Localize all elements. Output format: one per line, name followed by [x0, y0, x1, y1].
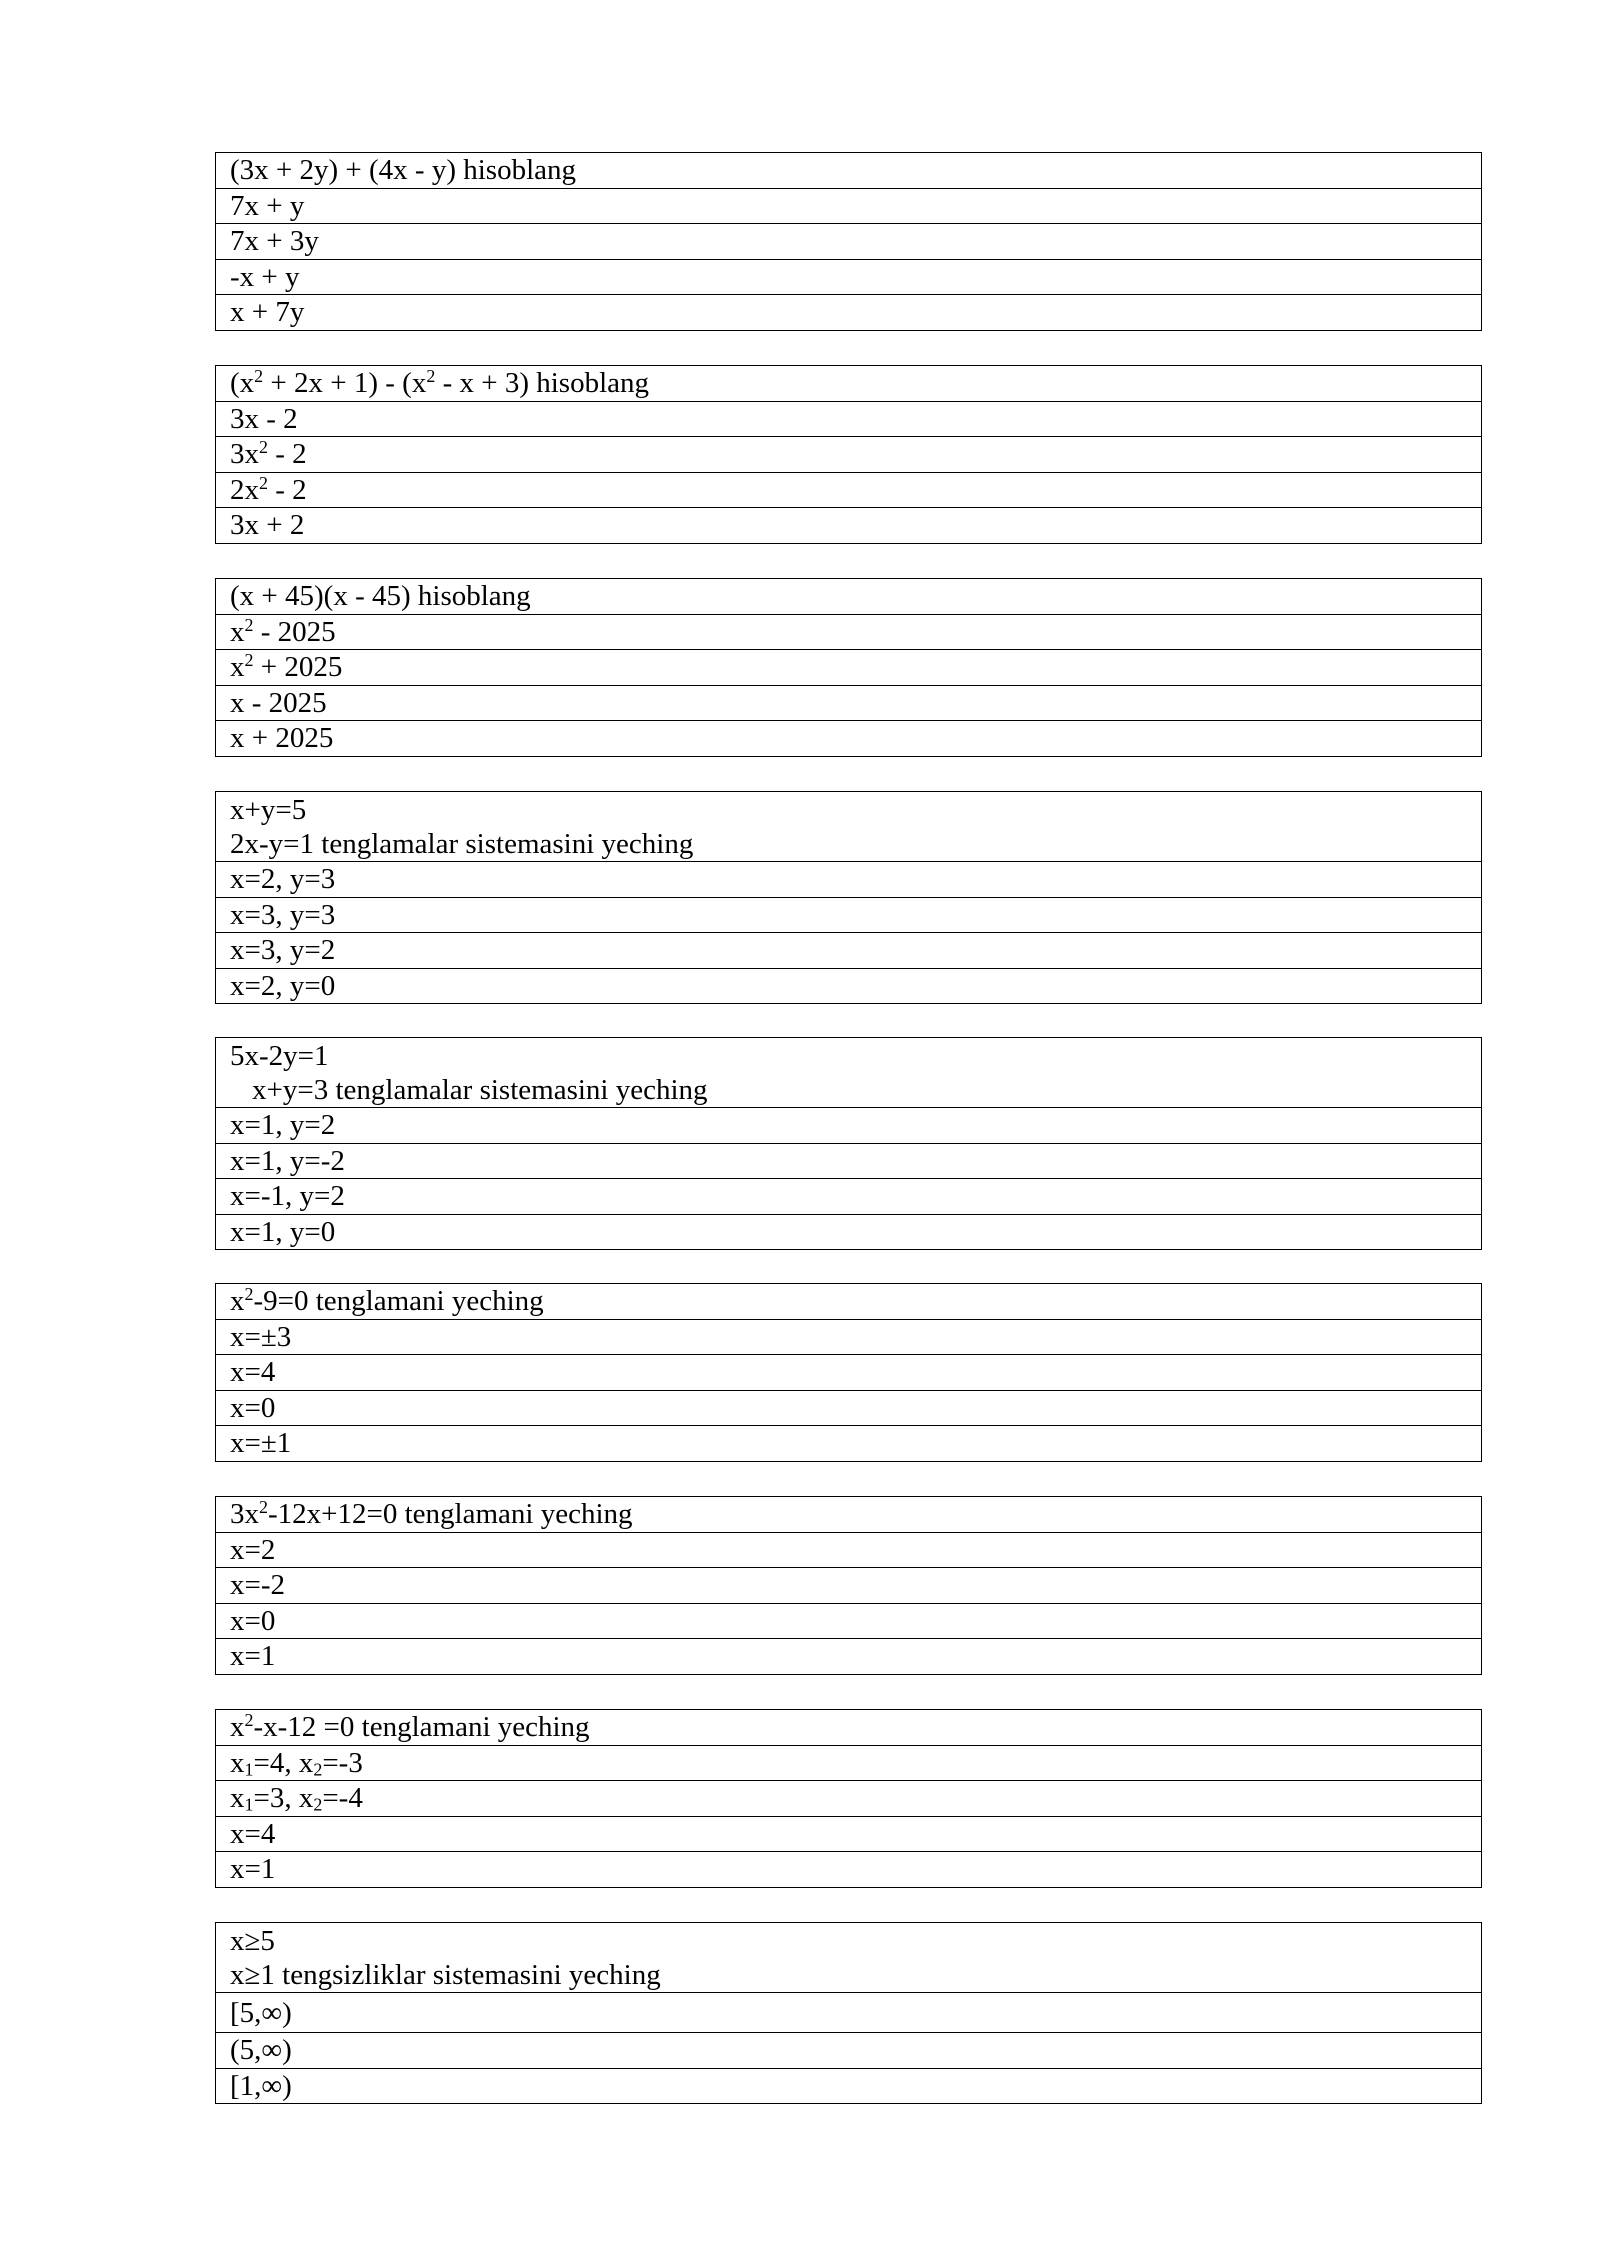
question-stem: $3x^2-12x+12=0$ tenglamani yeching	[216, 1497, 1482, 1533]
answer-option: x - 2025	[216, 685, 1482, 721]
question-table	[215, 1709, 1482, 1888]
answer-option: [5,∞)	[216, 1993, 1482, 2033]
question-table	[215, 791, 1482, 1004]
question-table	[215, 1037, 1482, 1250]
answer-option: $x_1=3$, $x_2=-4$	[216, 1781, 1482, 1817]
question-stem	[216, 1038, 1482, 1108]
answer-option: $x_1=4$, $x_2=-3$	[216, 1745, 1482, 1781]
answer-option: $x^2 + 2025$	[216, 650, 1482, 686]
answer-option: x=4	[216, 1355, 1482, 1391]
answer-option: x=2, y=3	[216, 862, 1482, 898]
stem-line: x+y=5	[230, 794, 307, 826]
stem-line: x+y=3 tenglamalar sistemasini yeching	[252, 1074, 708, 1106]
answer-option: 3x - 2	[216, 401, 1482, 437]
answer-option: 3x + 2	[216, 508, 1482, 544]
answer-option: x + 2025	[216, 721, 1482, 757]
question-stem: $(x^2 + 2x + 1) - (x^2 - x + 3)$ hisoblang	[216, 366, 1482, 402]
stem-line: x≥1 tengsizliklar sistemasini yeching	[230, 1959, 661, 1991]
answer-option: $x^2 - 2025$	[216, 614, 1482, 650]
answer-option: x=±1	[216, 1426, 1482, 1462]
answer-option: x=3, y=3	[216, 897, 1482, 933]
question-stem: (3x + 2y) + (4x - y) hisoblang	[216, 153, 1482, 189]
stem-line: x≥5	[230, 1925, 275, 1957]
answer-option: $3x^2 - 2$	[216, 437, 1482, 473]
answer-option: x=0	[216, 1603, 1482, 1639]
question-stem	[216, 1923, 1482, 1993]
question-table	[215, 1922, 1482, 2104]
answer-option: -x + y	[216, 259, 1482, 295]
answer-option: x=1	[216, 1639, 1482, 1675]
answer-option: x=-1, y=2	[216, 1179, 1482, 1215]
answer-option: $2x^2 - 2$	[216, 472, 1482, 508]
question-table	[215, 578, 1482, 757]
answer-option: [1,∞)	[216, 2068, 1482, 2104]
question-stem: (x + 45)(x - 45) hisoblang	[216, 579, 1482, 615]
question-table	[215, 1283, 1482, 1462]
answer-option: x=0	[216, 1390, 1482, 1426]
answer-option: x=1	[216, 1852, 1482, 1888]
question-table	[215, 1496, 1482, 1675]
question-stem: $x^2-x-12 =0$ tenglamani yeching	[216, 1710, 1482, 1746]
answer-option: x + 7y	[216, 295, 1482, 331]
answer-option: x=2	[216, 1532, 1482, 1568]
answer-option: x=2, y=0	[216, 968, 1482, 1004]
answer-option: x=4	[216, 1816, 1482, 1852]
question-stem	[216, 792, 1482, 862]
answer-option: x=-2	[216, 1568, 1482, 1604]
answer-option: x=1, y=2	[216, 1108, 1482, 1144]
stem-line: 5x-2y=1	[230, 1040, 329, 1072]
answer-option: x=1, y=0	[216, 1214, 1482, 1250]
answer-option: x=±3	[216, 1319, 1482, 1355]
answer-option: x=1, y=-2	[216, 1143, 1482, 1179]
answer-option: 7x + y	[216, 188, 1482, 224]
question-stem: $x^2-9=0$ tenglamani yeching	[216, 1284, 1482, 1320]
answer-option: x=3, y=2	[216, 933, 1482, 969]
stem-line: 2x-y=1 tenglamalar sistemasini yeching	[230, 828, 694, 860]
question-table	[215, 152, 1482, 331]
answer-option: 7x + 3y	[216, 224, 1482, 260]
answer-option: (5,∞)	[216, 2033, 1482, 2069]
question-table	[215, 365, 1482, 544]
